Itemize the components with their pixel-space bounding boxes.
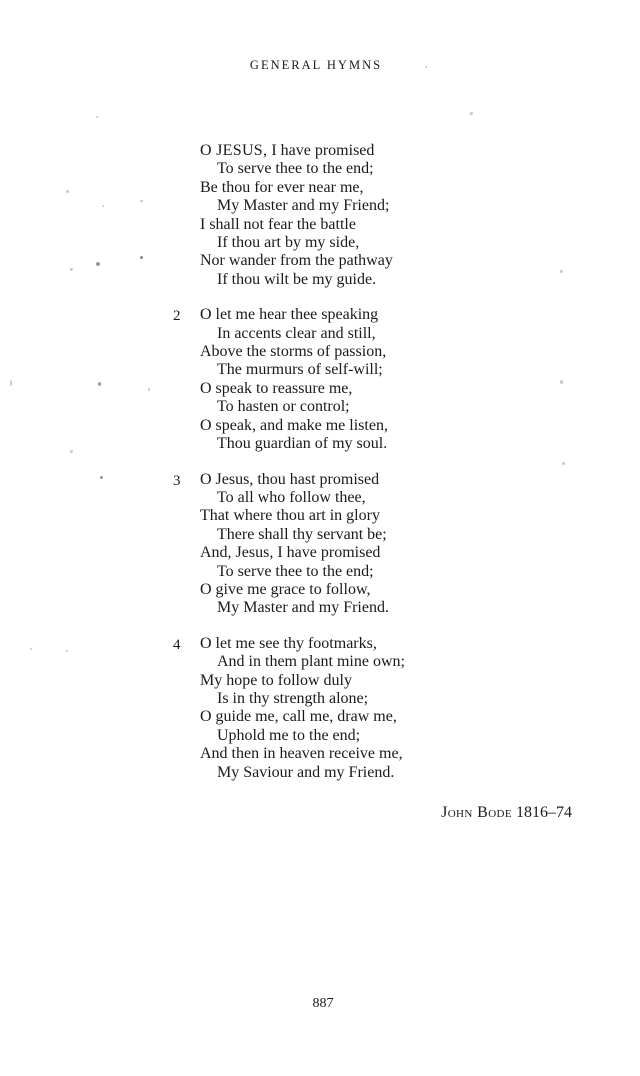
speck	[140, 256, 143, 259]
verse-line: To all who follow thee,	[217, 488, 366, 506]
verse-line: The murmurs of self-will;	[217, 361, 383, 379]
verse-line: O let me hear thee speaking	[200, 306, 379, 324]
verse-number: 3	[173, 472, 181, 489]
speck	[560, 380, 563, 384]
speck	[66, 650, 68, 652]
verse-line: Nor wander from the pathway	[200, 252, 393, 270]
verse-line: Thou guardian of my soul.	[217, 435, 388, 453]
speck	[470, 112, 473, 115]
verse-line: That where thou art in glory	[200, 507, 380, 525]
speck	[140, 200, 143, 202]
verse-line: To serve thee to the end;	[217, 562, 374, 580]
verse-line: My Master and my Friend.	[217, 599, 389, 617]
running-head: GENERAL HYMNS	[249, 58, 383, 72]
verse-line: There shall thy servant be;	[217, 525, 387, 543]
page-number: 887	[312, 996, 334, 1011]
verse-3	[173, 470, 596, 618]
verse-number: 4	[173, 636, 181, 653]
author-dates: 1816–74	[516, 804, 572, 821]
verse-line: My hope to follow duly	[200, 671, 352, 689]
verse-line: To hasten or control;	[217, 398, 350, 416]
speck	[562, 462, 565, 465]
verse-line: In accents clear and still,	[217, 324, 376, 342]
verse-line: Be thou for ever near me,	[200, 178, 364, 196]
verse-line: And in them plant mine own;	[217, 653, 405, 671]
verse-4	[173, 634, 596, 782]
speck	[98, 382, 101, 386]
speck	[66, 190, 69, 193]
verse-line: And, Jesus, I have promised	[200, 544, 381, 562]
speck	[148, 388, 150, 391]
speck	[30, 648, 32, 650]
verse-line: To serve thee to the end;	[217, 160, 374, 178]
verse-line: O guide me, call me, draw me,	[200, 708, 397, 726]
verse-line: Is in thy strength alone;	[217, 689, 369, 707]
verse-line: O Jesus, thou hast promised	[200, 470, 380, 488]
speck	[96, 262, 100, 266]
verse-line: If thou wilt be my guide.	[217, 270, 377, 288]
first-word: O JESUS,	[200, 142, 268, 159]
verse-line: My Master and my Friend;	[217, 197, 390, 215]
verse-line: Above the storms of passion,	[200, 343, 387, 361]
speck	[100, 476, 103, 479]
speck	[70, 268, 73, 271]
verse-line: And then in heaven receive me,	[200, 745, 403, 763]
hymn-text	[173, 142, 596, 799]
speck	[10, 380, 12, 386]
speck	[560, 270, 563, 273]
verse-number: 2	[173, 308, 181, 325]
verse-line: O JESUS, I have promised	[200, 142, 375, 159]
speck	[425, 66, 427, 68]
verse-line: I shall not fear the battle	[200, 215, 356, 233]
speck	[96, 116, 98, 118]
verse-1	[176, 142, 596, 289]
speck	[102, 205, 104, 207]
verse-line: O give me grace to follow,	[200, 580, 371, 598]
verse-2	[173, 306, 596, 453]
speck	[70, 450, 73, 453]
author-name: John Bode	[441, 804, 512, 821]
verse-line: My Saviour and my Friend.	[217, 763, 395, 781]
verse-line: O speak to reassure me,	[200, 379, 353, 397]
verse-line: O let me see thy footmarks,	[200, 634, 377, 652]
author-attribution	[441, 804, 572, 822]
verse-line: O speak, and make me listen,	[200, 416, 388, 434]
verse-line: Uphold me to the end;	[217, 726, 361, 744]
verse-line: If thou art by my side,	[217, 234, 360, 252]
